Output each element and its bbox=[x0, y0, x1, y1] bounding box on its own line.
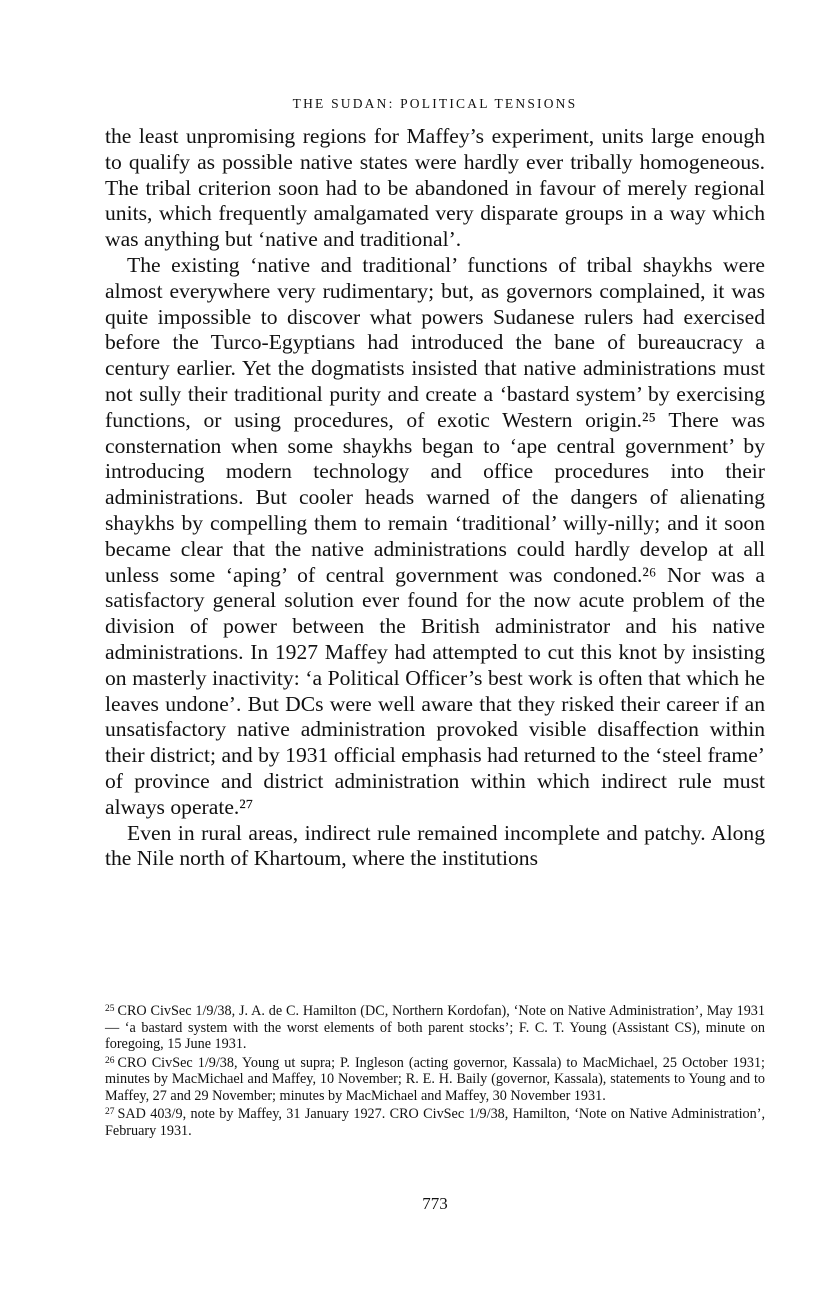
paragraph-continuation: the least unpromising regions for Maffey’s experiment, units large enough to qualify as possible native states were hardly ever tribally homogeneous. The tribal criterion soon had to be abandoned in favour of merely regional units, which frequently amalgamated very disparate groups in a way which was anything but ‘native and traditional’. bbox=[105, 124, 765, 252]
paragraph-native-functions: The existing ‘native and traditional’ functions of tribal shaykhs were almost everywhere very rudimentary; but, as governors complained, it was quite impossible to discover what powers Sudanese rulers had exercised before the Turco-Egyptians had introduced the bane of bureaucracy a century earlier. Yet the dogmatists insisted that native administrations must not sully their traditional purity and create a ‘bastard system’ by exercising functions, or using procedures, of exotic Western origin.²⁵ There was consternation when some shaykhs began to ‘ape central government’ by introducing modern technology and office procedures into their administrations. But cooler heads warned of the dangers of alienating shaykhs by compelling them to remain ‘traditional’ willy-nilly; and it soon became clear that the native administrations could hardly develop at all unless some ‘aping’ of central government was condoned.²⁶ Nor was a satisfactory general solution ever found for the now acute problem of the division of power between the British administrator and his native administrations. In 1927 Maffey had attempted to cut this knot by insisting on masterly inactivity: ‘a Political Officer’s best work is often that which he leaves undone’. But DCs were well aware that they risked their career if an unsatisfactory native administration provoked visible disaffection within their district; and by 1931 official emphasis had returned to the ‘steel frame’ of province and district administration within which indirect rule must always operate.²⁷ bbox=[105, 252, 765, 819]
footnote-number: 26 bbox=[105, 1055, 115, 1066]
page-number: 773 bbox=[422, 1194, 448, 1213]
footnote bbox=[105, 1053, 765, 1105]
footnote bbox=[105, 1104, 765, 1139]
footnote bbox=[105, 1001, 765, 1053]
running-head: THE SUDAN: POLITICAL TENSIONS bbox=[292, 96, 578, 111]
paragraph-rural-areas: Even in rural areas, indirect rule remained incomplete and patchy. Along the Nile north of Khartoum, where the institutions bbox=[105, 820, 765, 871]
footnote-number: 27 bbox=[105, 1107, 115, 1117]
body-text bbox=[105, 124, 765, 872]
footnote-text: CRO CivSec 1/9/38, J. A. de C. Hamilton (DC, Northern Kordofan), ‘Note on Native Administration’, May 1931 — ‘a bastard system with the worst elements of both parent stocks’; F. C. T. Young (Assistant CS), minute on foregoing, 15 June 1931. bbox=[105, 1003, 765, 1052]
footnote-text: CRO CivSec 1/9/38, Young ut supra; P. Ingleson (acting governor, Kassala) to MacMichael, 25 October 1931; minutes by MacMichael and Maffey, 10 November; R. E. H. Baily (governor, Kassala), statements to Young and to Maffey, 27 and 29 November; minutes by MacMichael and Maffey, 30 November 1931. bbox=[105, 1054, 765, 1104]
footnote-text: SAD 403/9, note by Maffey, 31 January 1927. CRO CivSec 1/9/38, Hamilton, ‘Note on Native Administration’, February 1931. bbox=[105, 1106, 765, 1139]
footnote-number: 25 bbox=[105, 1004, 115, 1014]
footnotes bbox=[105, 1001, 765, 1139]
